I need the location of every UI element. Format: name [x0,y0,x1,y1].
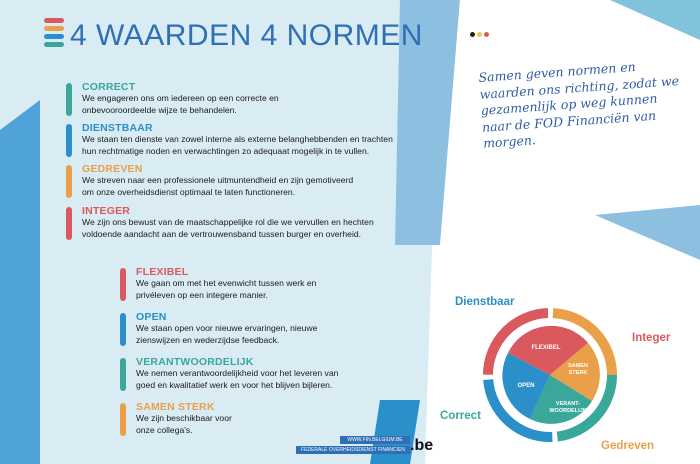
norms-description-line: onze collega's. [136,424,193,435]
wheel-outer-integer: Integer [632,332,671,344]
values-description [82,134,393,157]
values-wheel [480,305,620,445]
values-color-bar [66,83,72,116]
footer-org: FEDERALE OVERHEIDSDIENST FINANCIEN [296,446,410,454]
values-description-line: om onze overheidsdienst optimaal te laten functioneren. [82,186,296,197]
wheel-outer-correct: Correct [440,410,481,422]
norms-description-line: privéleven op een integere manier. [136,289,268,300]
wheel-outer-gedreven: Gedreven [601,440,655,452]
norms-color-bar [120,313,126,346]
values-description [82,217,374,240]
values-description-line: voldoende aandacht aan de vertrouwensband tussen burger en overheid. [82,228,362,239]
norms-name: SAMEN STERK [136,401,215,413]
values-name: CORRECT [82,81,136,93]
norms-description [136,323,317,346]
norms-description-line: We zijn beschikbaar voor [136,413,232,423]
values-color-bar [66,124,72,157]
norms-description-line: We gaan om met het evenwicht tussen werk en [136,278,317,288]
values-description-line: onbevooroordeelde wijze te behandelen. [82,104,237,115]
quote-text: Samen geven normen en waarden ons richting, zodat we gezamenlijk op weg kunnen naar de FOD Financiën van morgen. [478,59,680,151]
norms-description-line: We staan open voor nieuwe ervaringen, nieuwe [136,323,318,333]
values-description [82,93,279,116]
values-description-line: We staan ten dienste van zowel interne als externe belanghebbenden en trachten [82,134,393,144]
values-description-line: We engageren ons om iedereen op een correcte en [82,93,279,103]
norms-description-line: goed en kwalitatief werk en voor het blijven bijleren. [136,379,333,390]
wheel-outer-dienstbaar: Dienstbaar [455,296,515,308]
wheel-label-verant: VERANT- [555,401,581,407]
values-color-bar [66,165,72,198]
values-name: INTEGER [82,205,131,217]
norms-color-bar [120,403,126,436]
values-description-line: We streven naar een professionele uitmuntendheid en zijn gemotiveerd [82,175,354,185]
norms-name: VERANTWOORDELIJK [136,356,254,368]
norms-description-line: zienswijzen en wederzijdse feedback. [136,334,280,345]
values-description-line: hun rechtmatige noden en verwachtingen zo adequaat mogelijk in te vullen. [82,145,370,156]
wheel-label-samen: SAMEN [568,363,588,369]
wheel-label-open: OPEN [517,383,535,389]
values-description [82,175,353,198]
values-color-bar [66,207,72,240]
norms-color-bar [120,268,126,301]
wheel-label-woordelijk: WOORDELIJK [549,408,587,414]
be-logo: .be [410,437,434,454]
values-name: DIENSTBAAR [82,122,153,134]
logo-stripes [44,18,64,50]
norms-color-bar [120,358,126,391]
norms-description [136,413,232,436]
wheel-label-flexibel: FLEXIBEL [531,345,561,351]
values-name: GEDREVEN [82,163,143,175]
page-title: 4 WAARDEN 4 NORMEN [70,19,423,52]
norms-name: FLEXIBEL [136,266,189,278]
footer-url[interactable]: WWW.FIN.BELGIUM.BE [340,436,410,444]
norms-name: OPEN [136,311,167,323]
wheel-label-sterk: STERK [568,370,588,376]
decorative-dots [470,24,491,42]
values-description-line: We zijn ons bewust van de maatschappelijke rol die we vervullen en hechten [82,217,374,227]
norms-description [136,368,338,391]
norms-description-line: We nemen verantwoordelijkheid voor het leveren van [136,368,339,378]
norms-description [136,278,316,301]
